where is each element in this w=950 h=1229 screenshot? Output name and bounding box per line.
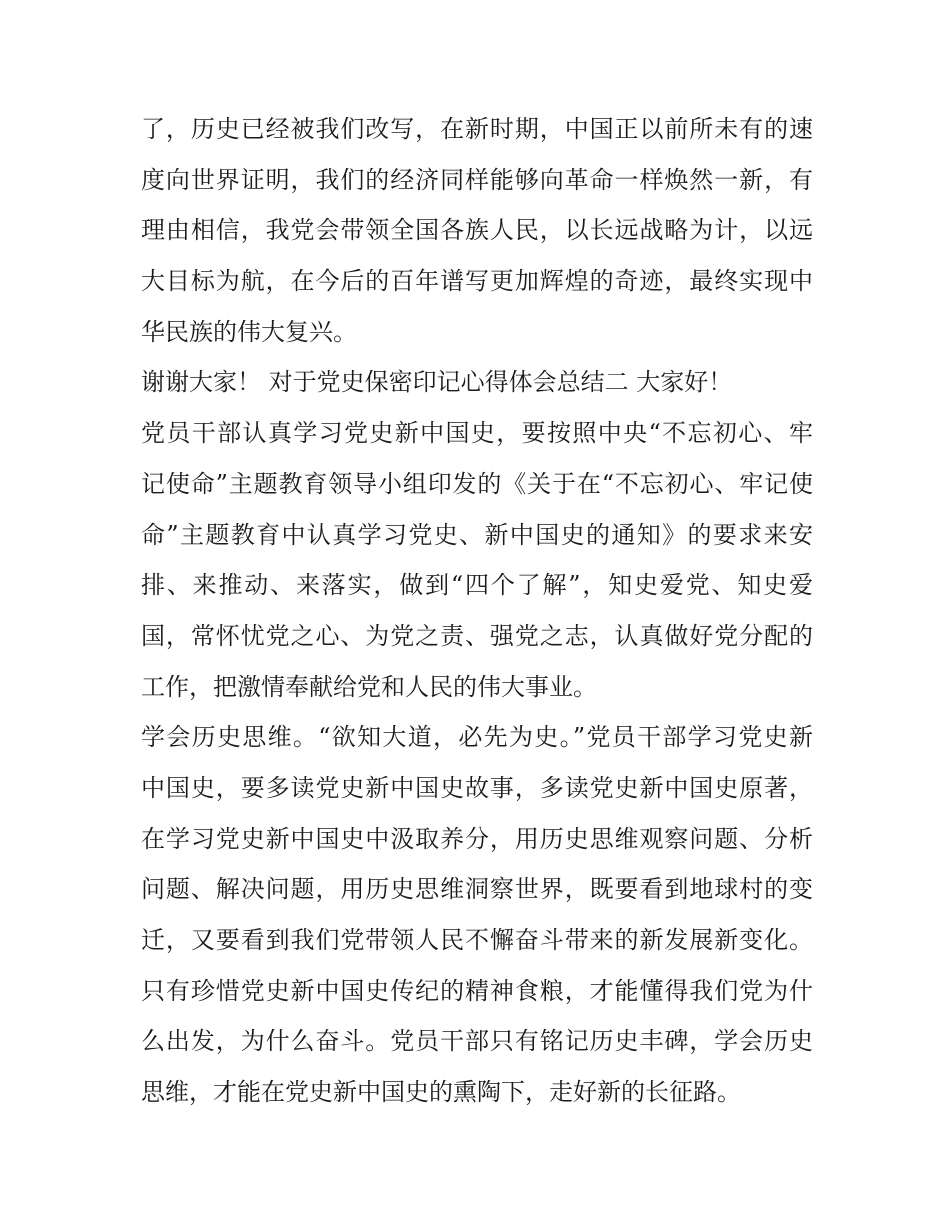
text-line: 思维，才能在党史新中国史的熏陶下，走好新的长征路。 bbox=[141, 1078, 741, 1107]
text-line: 中国史，要多读党史新中国史故事，多读党史新中国史原著， bbox=[141, 773, 813, 802]
text-line: 国，常怀忧党之心、为党之责、强党之志，认真做好党分配的 bbox=[141, 621, 813, 650]
text-line: 命”主题教育中认真学习党史、新中国史的通知》的要求来安 bbox=[141, 520, 813, 549]
text-line: 度向世界证明，我们的经济同样能够向革命一样焕然一新，有 bbox=[141, 165, 813, 194]
text-line: 党员干部认真学习党史新中国史，要按照中央“不忘初心、牢 bbox=[141, 419, 813, 448]
text-line: 么出发，为什么奋斗。党员干部只有铭记历史丰碑，学会历史 bbox=[141, 1027, 813, 1056]
text-line: 学会历史思维。“欲知大道，必先为史。”党员干部学习党史新 bbox=[141, 723, 813, 752]
text-line: 记使命”主题教育领导小组印发的《关于在“不忘初心、牢记使 bbox=[141, 469, 813, 498]
text-line: 华民族的伟大复兴。 bbox=[141, 317, 357, 346]
text-line: 在学习党史新中国史中汲取养分，用历史思维观察问题、分析 bbox=[141, 824, 813, 853]
text-line: 工作，把激情奉献给党和人民的伟大事业。 bbox=[141, 672, 597, 701]
text-line: 问题、解决问题，用历史思维洞察世界，既要看到地球村的变 bbox=[141, 875, 813, 904]
text-line: 迁，又要看到我们党带领人民不懈奋斗带来的新发展新变化。 bbox=[141, 926, 813, 954]
text-line: 谢谢大家！ 对于党史保密印记心得体会总结二 大家好！ bbox=[141, 368, 733, 397]
text-line: 了，历史已经被我们改写，在新时期，中国正以前所未有的速 bbox=[141, 115, 813, 143]
body-text bbox=[141, 104, 813, 1118]
text-line: 大目标为航，在今后的百年谱写更加辉煌的奇迹，最终实现中 bbox=[141, 267, 813, 296]
text-line: 理由相信，我党会带领全国各族人民，以长远战略为计，以远 bbox=[141, 216, 813, 245]
text-line: 排、来推动、来落实，做到“四个了解”，知史爱党、知史爱 bbox=[141, 571, 813, 600]
text-line: 只有珍惜党史新中国史传纪的精神食粮，才能懂得我们党为什 bbox=[141, 976, 813, 1005]
